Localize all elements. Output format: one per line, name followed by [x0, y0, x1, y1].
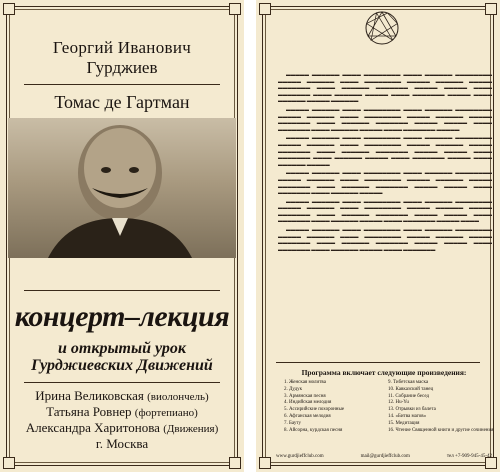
performer-role: (Движения) [163, 423, 219, 435]
divider [24, 382, 220, 383]
program-box [276, 368, 492, 452]
email-link[interactable]: mail@gurdjieffclub.com [360, 454, 410, 459]
composer-surname: Гурджиев [86, 58, 158, 77]
enneagram-icon [362, 8, 402, 48]
corner-ornament [485, 3, 497, 15]
corner-ornament [3, 457, 15, 469]
performer-role: (фортепиано) [134, 407, 198, 419]
program-title: Программа включает следующие произведения: [301, 368, 467, 377]
list-item: 3. Армянская песня [284, 393, 326, 399]
program-list-col2 [388, 380, 493, 434]
performer-name: Ирина Великовская [35, 388, 144, 403]
list-item: 4. Индийская мелодия [284, 400, 332, 406]
second-composer-name: Томас де Гартман [54, 92, 190, 112]
list-item: 14. «Битва магов» [388, 413, 427, 419]
list-item: 6. Афганская мелодия [284, 413, 331, 419]
performer-role: (виолончель) [147, 391, 209, 403]
composer-first-name: Георгий Иванович [52, 38, 192, 57]
poster-back [256, 0, 500, 472]
divider [276, 362, 480, 363]
list-item: 16. Чтение Священной книги и другие сочинения [388, 427, 494, 433]
phone-number: тел +7-909-945-45-42 [446, 454, 492, 459]
body-text-illegible: ▬▬▬▬▬ ▬▬▬▬▬▬ ▬▬▬▬ ▬▬▬▬▬▬▬▬ ▬▬▬▬ ▬▬▬▬▬▬ ▬▬▬▬▬▬▬▬ ▬▬▬▬▬ ▬▬▬▬▬▬ ▬▬▬▬ ▬▬▬▬▬▬▬▬ ▬▬▬▬▬ ▬▬▬▬▬▬ ▬▬▬▬▬ ▬▬▬▬▬▬▬ ▬▬▬▬ ▬▬▬▬▬▬ ▬▬▬▬▬▬▬ ▬▬▬▬▬ ▬▬▬▬▬ ▬▬▬▬ ▬▬▬▬▬▬▬ ▬▬▬▬ ▬▬▬▬▬▬ ▬▬▬▬▬ ▬▬▬▬ ▬▬▬▬▬▬▬ ▬▬▬▬▬ ▬▬▬▬ ▬▬▬▬▬▬ ▬▬▬▬▬ ▬▬▬▬▬▬ ▬▬▬▬▬ ▬▬▬▬▬▬ ▬▬▬▬ ▬▬▬▬▬▬▬▬ ▬▬▬▬ ▬▬▬▬▬▬ ▬▬▬▬▬▬▬▬ ▬▬▬▬▬ ▬▬▬▬▬▬ ▬▬▬▬ ▬▬▬▬▬▬▬▬ ▬▬▬▬▬ ▬▬▬▬▬▬ ▬▬▬▬▬ ▬▬▬▬▬▬▬ ▬▬▬▬ ▬▬▬▬▬▬ ▬▬▬▬▬▬▬ ▬▬▬▬▬ ▬▬▬▬▬ ▬▬▬▬ ▬▬▬▬▬▬▬ ▬▬▬▬ ▬▬▬▬▬▬ ▬▬▬▬▬ ▬▬▬▬ ▬▬▬▬▬▬▬ ▬▬▬▬▬ ▬▬▬▬▬ ▬▬▬▬▬▬ ▬▬▬▬ ▬▬▬▬▬▬▬▬ ▬▬▬▬ ▬▬▬▬▬▬ ▬▬▬▬▬▬▬▬ ▬▬▬▬▬ ▬▬▬▬▬▬ ▬▬▬▬ ▬▬▬▬▬▬▬▬ ▬▬▬▬▬ ▬▬▬▬▬▬ ▬▬▬▬▬ ▬▬▬▬▬▬▬ ▬▬▬▬ ▬▬▬▬▬▬ ▬▬▬▬▬▬▬ ▬▬▬▬▬ ▬▬▬▬▬ ▬▬▬▬ ▬▬▬▬▬▬▬ ▬▬▬▬ ▬▬▬▬▬▬ ▬▬▬▬▬ ▬▬▬▬ ▬▬▬▬▬▬▬ ▬▬▬▬▬ ▬▬▬▬ ▬▬▬▬▬▬ ▬▬▬▬▬ ▬▬▬▬▬ ▬▬▬▬▬▬ ▬▬▬▬ ▬▬▬▬▬▬▬▬ ▬▬▬▬ ▬▬▬▬▬▬ ▬▬▬▬▬▬▬▬ ▬▬▬▬▬ ▬▬▬▬▬▬ ▬▬▬▬ ▬▬▬▬▬▬▬▬ ▬▬▬▬▬ ▬▬▬▬▬▬ ▬▬▬▬▬ ▬▬▬▬▬▬▬ ▬▬▬▬ ▬▬▬▬▬▬ ▬▬▬▬▬▬▬ ▬▬▬▬▬ ▬▬▬▬▬ ▬▬▬▬ ▬▬▬▬▬▬▬ ▬▬▬▬ ▬▬▬▬▬▬ ▬▬▬▬▬ ▬▬▬▬▬ ▬▬▬▬▬▬ ▬▬▬▬ ▬▬▬▬▬▬▬▬ ▬▬▬▬ ▬▬▬▬▬▬ ▬▬▬▬▬▬▬▬ ▬▬▬▬▬ ▬▬▬▬▬▬ ▬▬▬▬ ▬▬▬▬▬▬▬▬ ▬▬▬▬▬ ▬▬▬▬▬▬ ▬▬▬▬▬ ▬▬▬▬▬▬▬ ▬▬▬▬ ▬▬▬▬▬▬ ▬▬▬▬▬▬▬ ▬▬▬▬▬ ▬▬▬▬▬ ▬▬▬▬ ▬▬▬▬▬▬▬ ▬▬▬▬ ▬▬▬▬▬▬ ▬▬▬▬▬ ▬▬▬▬ ▬▬▬▬▬▬▬ ▬▬▬▬▬ ▬▬▬▬ ▬▬▬▬▬ ▬▬▬▬▬▬ ▬▬▬▬ ▬▬▬▬▬▬▬▬ ▬▬▬▬ ▬▬▬▬▬▬ ▬▬▬▬▬▬▬▬ ▬▬▬▬▬ ▬▬▬▬▬▬ ▬▬▬▬ ▬▬▬▬▬▬▬▬ ▬▬▬▬▬ ▬▬▬▬▬▬ ▬▬▬▬▬ ▬▬▬▬▬▬▬ ▬▬▬▬ ▬▬▬▬▬▬ ▬▬▬▬▬▬▬ ▬▬▬▬▬ ▬▬▬▬▬ ▬▬▬▬ ▬▬▬▬▬▬▬ ▬▬▬▬ ▬▬▬▬▬▬ ▬▬▬▬▬ ▬▬▬▬ ▬▬▬▬▬▬▬ [278, 72, 492, 252]
corner-ornament [259, 3, 271, 15]
corner-ornament [3, 3, 15, 15]
performer-name: Татьяна Ровнер [46, 404, 132, 419]
portrait-illustration [8, 118, 236, 258]
performer-3 [0, 420, 244, 436]
list-item: 7. Бауту [284, 420, 301, 426]
list-item: 13. Отрывки из балета [388, 407, 436, 413]
performer-1 [0, 388, 244, 404]
divider [24, 84, 220, 85]
event-subtitle-1: и открытый урок [58, 340, 186, 357]
list-item: 2. Дудук [284, 386, 303, 392]
city: г. Москва [95, 436, 149, 451]
contacts-footer [276, 454, 492, 459]
portrait-photo [8, 118, 236, 258]
event-subtitle-2: Гурджиевских Движений [31, 357, 213, 374]
corner-ornament [259, 457, 271, 469]
list-item: 5. Ассирийские похоронные [284, 407, 345, 413]
program-list-col1 [284, 380, 344, 434]
list-item: 12. Hu-Yu [388, 400, 409, 406]
list-item: 15. Медитация [388, 420, 420, 426]
performer-name: Александра Харитонова [25, 420, 160, 435]
list-item: 10. Кавказский танец [388, 386, 434, 392]
corner-ornament [229, 3, 241, 15]
performer-2 [0, 404, 244, 420]
corner-ornament [229, 457, 241, 469]
list-item: 1. Женская молитва [284, 380, 326, 385]
divider [24, 290, 220, 291]
website-link[interactable]: www.gurdjieffclub.com [276, 454, 324, 459]
event-title: концерт–лекция [14, 300, 230, 333]
list-item: 11. Собрание бесед [388, 393, 430, 399]
poster-front [0, 0, 244, 472]
list-item: 9. Тибетская маска [388, 380, 429, 385]
list-item: 8. Айсорна, курдская песня [284, 427, 343, 433]
